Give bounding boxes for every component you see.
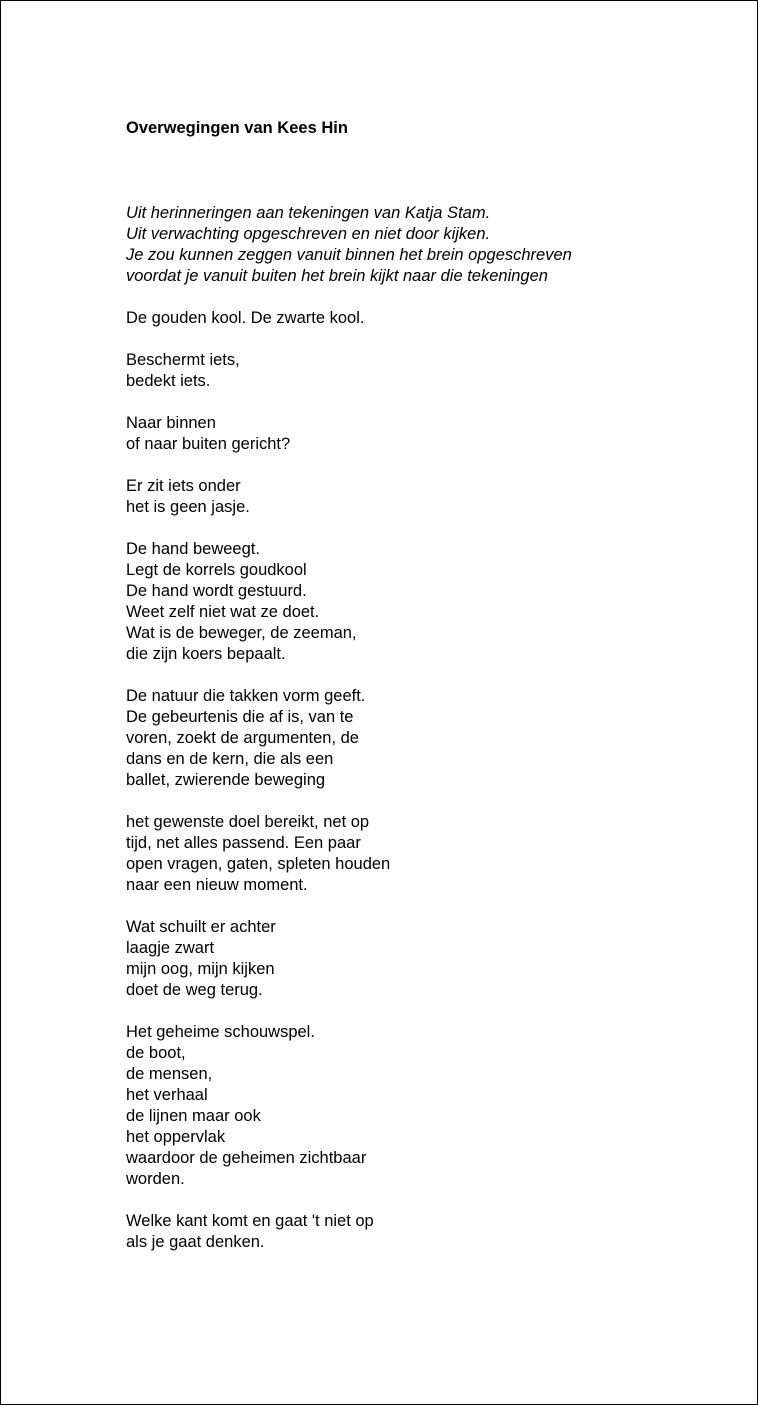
poem-line: voren, zoekt de argumenten, de: [126, 729, 359, 747]
intro-line: Uit herinneringen aan tekeningen van Katja Stam.: [126, 204, 491, 222]
poem-line: De natuur die takken vorm geeft.: [126, 687, 366, 705]
poem-line: naar een nieuw moment.: [126, 876, 308, 894]
poem-stanza: [126, 812, 686, 896]
poem-line: De hand wordt gestuurd.: [126, 582, 307, 600]
document-body: [126, 118, 686, 1253]
poem-line: bedekt iets.: [126, 372, 211, 390]
poem-stanza: [126, 917, 686, 1001]
document-title: Overwegingen van Kees Hin: [126, 119, 348, 137]
poem-line: Wat is de beweger, de zeeman,: [126, 624, 357, 642]
poem-line: Wat schuilt er achter: [126, 918, 276, 936]
poem-stanza: [126, 539, 686, 665]
poem-line: of naar buiten gericht?: [126, 435, 291, 453]
poem-line: De hand beweegt.: [126, 540, 260, 558]
poem-stanza: [126, 308, 686, 329]
poem-line: Het geheime schouwspel.: [126, 1023, 315, 1041]
poem-line: waardoor de geheimen zichtbaar: [126, 1149, 367, 1167]
poem-line: tijd, net alles passend. Een paar: [126, 834, 361, 852]
poem-line: Welke kant komt en gaat 't niet op: [126, 1212, 374, 1230]
poem-line: De gebeurtenis die af is, van te: [126, 708, 354, 726]
poem-line: mijn oog, mijn kijken: [126, 960, 275, 978]
poem-line: worden.: [126, 1170, 185, 1188]
poem-line: het is geen jasje.: [126, 498, 250, 516]
poem-line: dans en de kern, die als een: [126, 750, 334, 768]
poem-line: als je gaat denken.: [126, 1233, 265, 1251]
intro-line: Je zou kunnen zeggen vanuit binnen het brein opgeschreven: [126, 246, 572, 264]
poem-line: het verhaal: [126, 1086, 208, 1104]
poem-line: het gewenste doel bereikt, net op: [126, 813, 370, 831]
poem-stanza: [126, 1211, 686, 1253]
poem-stanza: [126, 413, 686, 455]
poem-line: Er zit iets onder: [126, 477, 241, 495]
poem-line: Legt de korrels goudkool: [126, 561, 307, 579]
poem-stanzas: [126, 308, 686, 1253]
poem-stanza: [126, 1022, 686, 1190]
intro-line: Uit verwachting opgeschreven en niet door kijken.: [126, 225, 491, 243]
poem-line: de boot,: [126, 1044, 186, 1062]
poem-line: Naar binnen: [126, 414, 216, 432]
poem-line: open vragen, gaten, spleten houden: [126, 855, 391, 873]
poem-line: het oppervlak: [126, 1128, 226, 1146]
poem-line: die zijn koers bepaalt.: [126, 645, 286, 663]
poem-line: Beschermt iets,: [126, 351, 240, 369]
poem-line: de lijnen maar ook: [126, 1107, 261, 1125]
intro-line: voordat je vanuit buiten het brein kijkt naar die tekeningen: [126, 267, 548, 285]
poem-line: De gouden kool. De zwarte kool.: [126, 309, 365, 327]
poem-line: Weet zelf niet wat ze doet.: [126, 603, 320, 621]
poem-stanza: [126, 686, 686, 791]
poem-stanza: [126, 350, 686, 392]
poem-line: laagje zwart: [126, 939, 215, 957]
poem-line: de mensen,: [126, 1065, 213, 1083]
poem-line: doet de weg terug.: [126, 981, 263, 999]
intro-paragraph: [126, 203, 686, 287]
poem-line: ballet, zwierende beweging: [126, 771, 326, 789]
poem-stanza: [126, 476, 686, 518]
